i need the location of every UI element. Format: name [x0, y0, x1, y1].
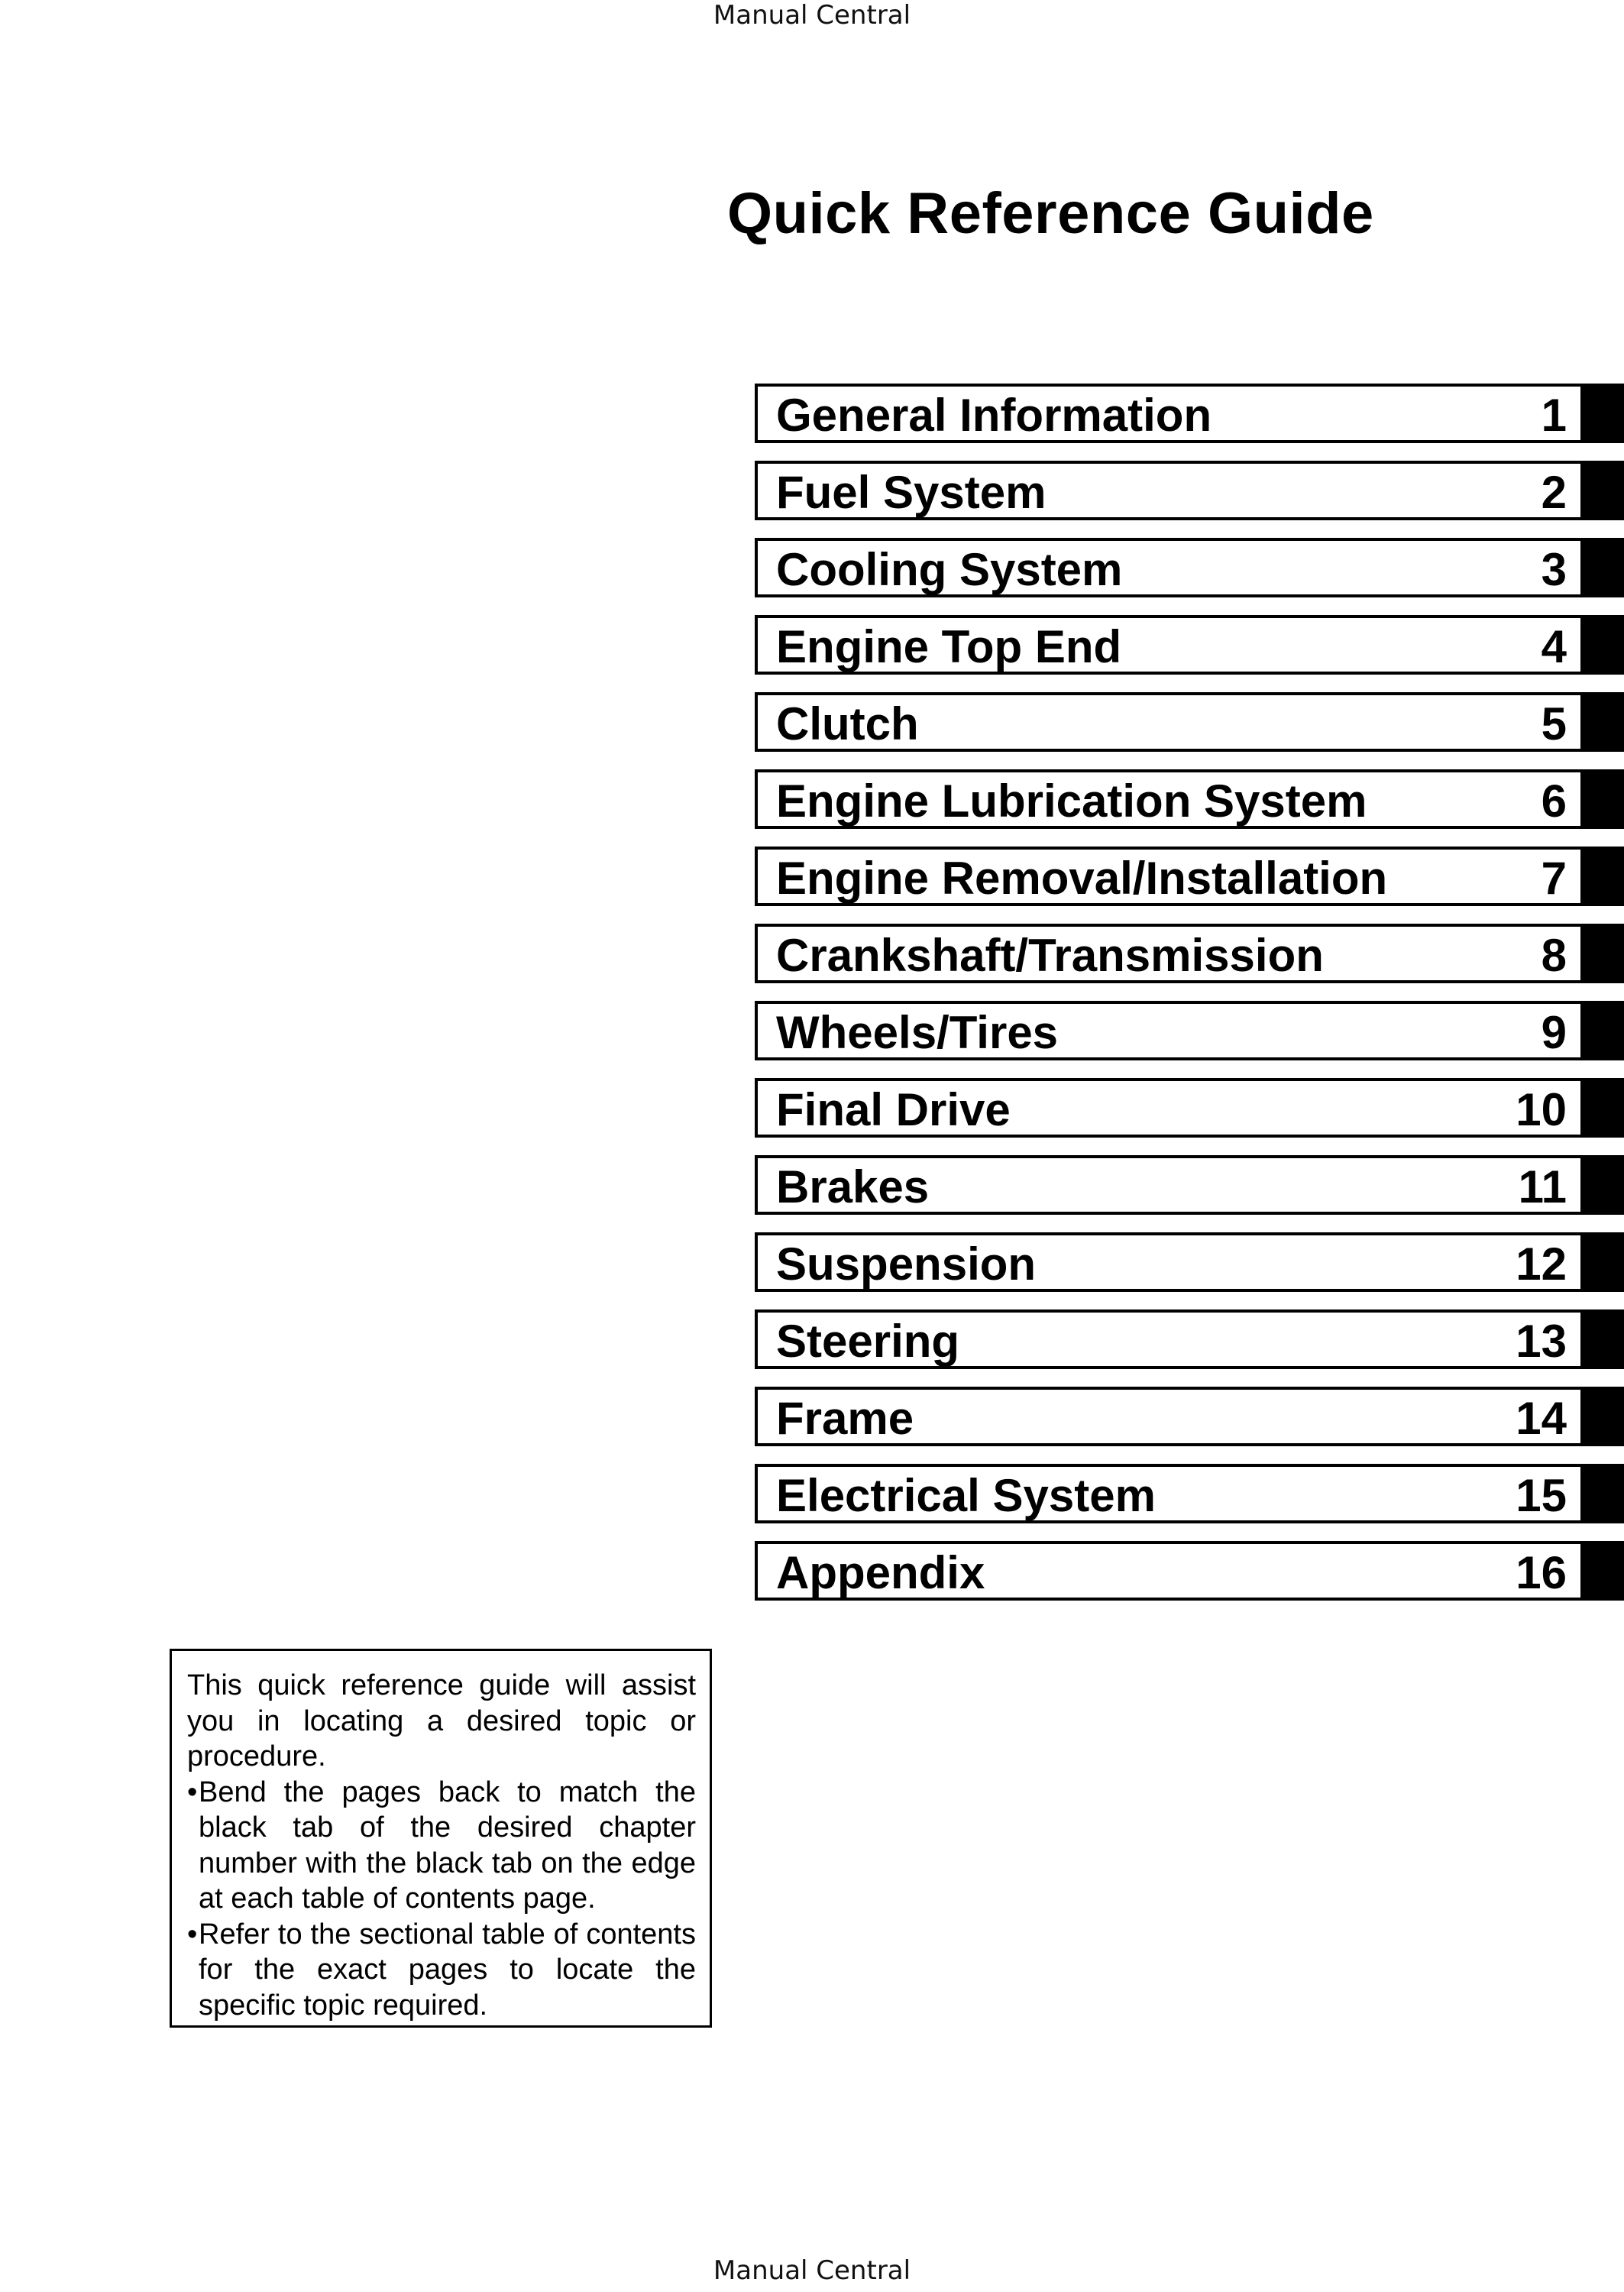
chapter-entry-box — [755, 692, 1584, 752]
chapter-edge-tab — [1584, 1001, 1624, 1060]
bullet-icon: • — [187, 1776, 198, 1808]
chapter-number: 2 — [1541, 467, 1567, 518]
chapter-number: 4 — [1541, 621, 1567, 672]
chapter-number: 15 — [1516, 1470, 1567, 1521]
chapter-entry[interactable] — [755, 847, 1624, 906]
chapter-edge-tab — [1584, 1464, 1624, 1523]
usage-note-list — [187, 1775, 696, 2024]
watermark-bottom: Manual Central — [713, 2255, 911, 2286]
chapter-edge-tab — [1584, 847, 1624, 906]
chapter-number: 1 — [1541, 390, 1567, 441]
chapter-entry-box — [755, 1155, 1584, 1215]
chapter-title: Cooling System — [776, 544, 1123, 595]
usage-note-item-text: Bend the pages back to match the black tab of the desired chapter number with the black tab on the edge at each table of contents page. — [199, 1776, 696, 1915]
chapter-entry-box — [755, 924, 1584, 983]
chapter-title: Fuel System — [776, 467, 1047, 518]
chapter-edge-tab — [1584, 461, 1624, 520]
chapter-number: 9 — [1541, 1007, 1567, 1058]
chapter-edge-tab — [1584, 1155, 1624, 1215]
chapter-title: Frame — [776, 1393, 914, 1444]
chapter-title: Clutch — [776, 698, 919, 749]
chapter-edge-tab — [1584, 1541, 1624, 1601]
chapter-entry-box — [755, 1464, 1584, 1523]
chapter-entry[interactable] — [755, 461, 1624, 520]
chapter-number: 16 — [1516, 1547, 1567, 1598]
watermark-top: Manual Central — [713, 0, 911, 31]
chapter-entry-box — [755, 1232, 1584, 1292]
chapter-title: Engine Top End — [776, 621, 1122, 672]
chapter-entry[interactable] — [755, 1541, 1624, 1601]
chapter-entry-box — [755, 1541, 1584, 1601]
chapter-number: 13 — [1516, 1316, 1567, 1367]
chapter-edge-tab — [1584, 1078, 1624, 1138]
usage-note-intro: This quick reference guide will assist you in locating a desired topic or procedure. — [187, 1669, 696, 1772]
chapter-entry[interactable] — [755, 1387, 1624, 1446]
page-title: Quick Reference Guide — [727, 181, 1374, 246]
chapter-entry[interactable] — [755, 924, 1624, 983]
chapter-entry-box — [755, 1001, 1584, 1060]
chapter-title: General Information — [776, 390, 1212, 441]
chapter-number: 5 — [1541, 698, 1567, 749]
chapter-title: Appendix — [776, 1547, 985, 1598]
chapter-number: 6 — [1541, 775, 1567, 827]
chapter-edge-tab — [1584, 538, 1624, 597]
chapter-entry-box — [755, 1078, 1584, 1138]
chapter-entry[interactable] — [755, 1464, 1624, 1523]
chapter-title: Engine Removal/Installation — [776, 853, 1388, 904]
chapter-entry-box — [755, 1387, 1584, 1446]
chapter-entry[interactable] — [755, 769, 1624, 829]
chapter-number: 7 — [1541, 853, 1567, 904]
chapter-edge-tab — [1584, 615, 1624, 675]
chapter-entry-box — [755, 538, 1584, 597]
chapter-number: 8 — [1541, 930, 1567, 981]
chapter-number: 10 — [1516, 1084, 1567, 1135]
chapter-title: Electrical System — [776, 1470, 1156, 1521]
chapter-title: Steering — [776, 1316, 960, 1367]
chapter-entry-box — [755, 461, 1584, 520]
chapter-entry[interactable] — [755, 538, 1624, 597]
chapter-number: 12 — [1516, 1238, 1567, 1290]
usage-note — [170, 1649, 712, 2028]
chapter-number: 11 — [1518, 1161, 1567, 1212]
chapter-edge-tab — [1584, 1232, 1624, 1292]
chapter-entry-box — [755, 769, 1584, 829]
chapter-edge-tab — [1584, 1309, 1624, 1369]
chapter-entry[interactable] — [755, 1078, 1624, 1138]
usage-note-item — [187, 1917, 696, 2024]
chapter-edge-tab — [1584, 769, 1624, 829]
chapter-entry[interactable] — [755, 1001, 1624, 1060]
chapter-entry[interactable] — [755, 1155, 1624, 1215]
chapter-edge-tab — [1584, 1387, 1624, 1446]
bullet-icon: • — [187, 1918, 198, 1950]
chapter-title: Wheels/Tires — [776, 1007, 1059, 1058]
chapter-entry[interactable] — [755, 1309, 1624, 1369]
chapter-entry-box — [755, 615, 1584, 675]
chapter-entry[interactable] — [755, 1232, 1624, 1292]
chapter-title: Engine Lubrication System — [776, 775, 1367, 827]
chapter-title: Crankshaft/Transmission — [776, 930, 1324, 981]
chapter-number: 14 — [1516, 1393, 1567, 1444]
chapter-edge-tab — [1584, 384, 1624, 443]
chapter-edge-tab — [1584, 924, 1624, 983]
chapter-entry[interactable] — [755, 692, 1624, 752]
chapter-entry[interactable] — [755, 384, 1624, 443]
chapter-entry-box — [755, 384, 1584, 443]
chapter-title: Suspension — [776, 1238, 1037, 1290]
chapter-number: 3 — [1541, 544, 1567, 595]
chapter-entry-box — [755, 847, 1584, 906]
chapter-edge-tab — [1584, 692, 1624, 752]
usage-note-item — [187, 1775, 696, 1917]
chapter-title: Final Drive — [776, 1084, 1011, 1135]
chapter-entry[interactable] — [755, 615, 1624, 675]
usage-note-item-text: Refer to the sectional table of contents for the exact pages to locate the specific topic required. — [199, 1918, 696, 2022]
chapter-title: Brakes — [776, 1161, 930, 1212]
chapter-entry-box — [755, 1309, 1584, 1369]
